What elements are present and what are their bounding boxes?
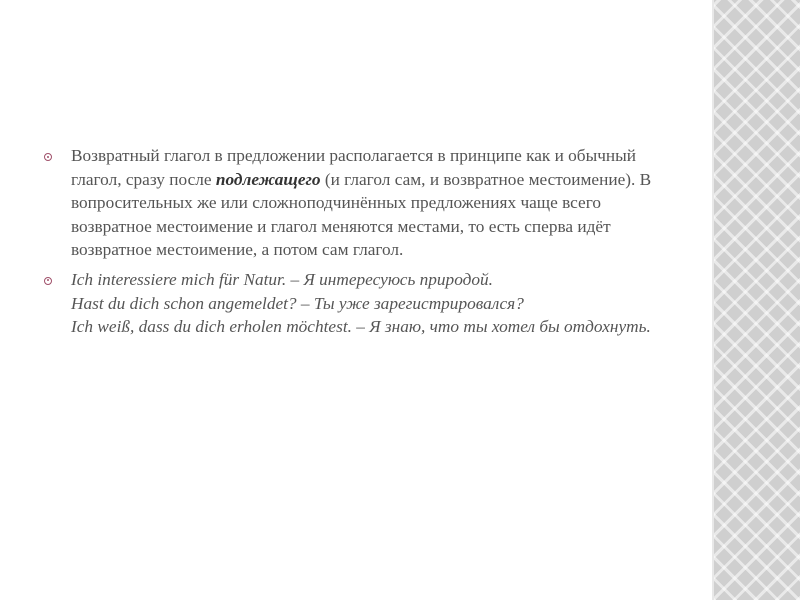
rule-paragraph: [71, 144, 654, 262]
slide-content: [44, 144, 654, 345]
example-line-2: Hast du dich schon angemeldet? – Ты уже зарегистрировался?: [71, 293, 524, 313]
bullet-icon: [44, 153, 52, 161]
rule-emphasis: подлежащего: [215, 169, 321, 189]
rule-text-after: (и глагол сам, и возвратное местоимение). В вопросительных же или сложноподчинённых предложениях чаще всего возвратное местоимение и глагол меняются местами, то есть сперва идёт возвратное местоимение, а потом сам глагол.: [71, 169, 652, 260]
bullet-item-rule: [44, 144, 654, 262]
side-pattern-panel: [712, 0, 800, 600]
side-pattern-edge: [712, 0, 714, 600]
rule-text-before: Возвратный глагол в предложении располагается в принципе как и обычный глагол, сразу после: [71, 146, 636, 189]
example-line-3: Ich weiß, dass du dich erholen möchtest. – Я знаю, что ты хотел бы отдохнуть.: [71, 317, 651, 337]
bullet-icon: [44, 277, 52, 285]
example-line-1: Ich interessiere mich für Natur. – Я интересуюсь природой.: [71, 269, 493, 289]
bullet-item-examples: [44, 268, 654, 339]
examples-paragraph: [71, 268, 654, 339]
